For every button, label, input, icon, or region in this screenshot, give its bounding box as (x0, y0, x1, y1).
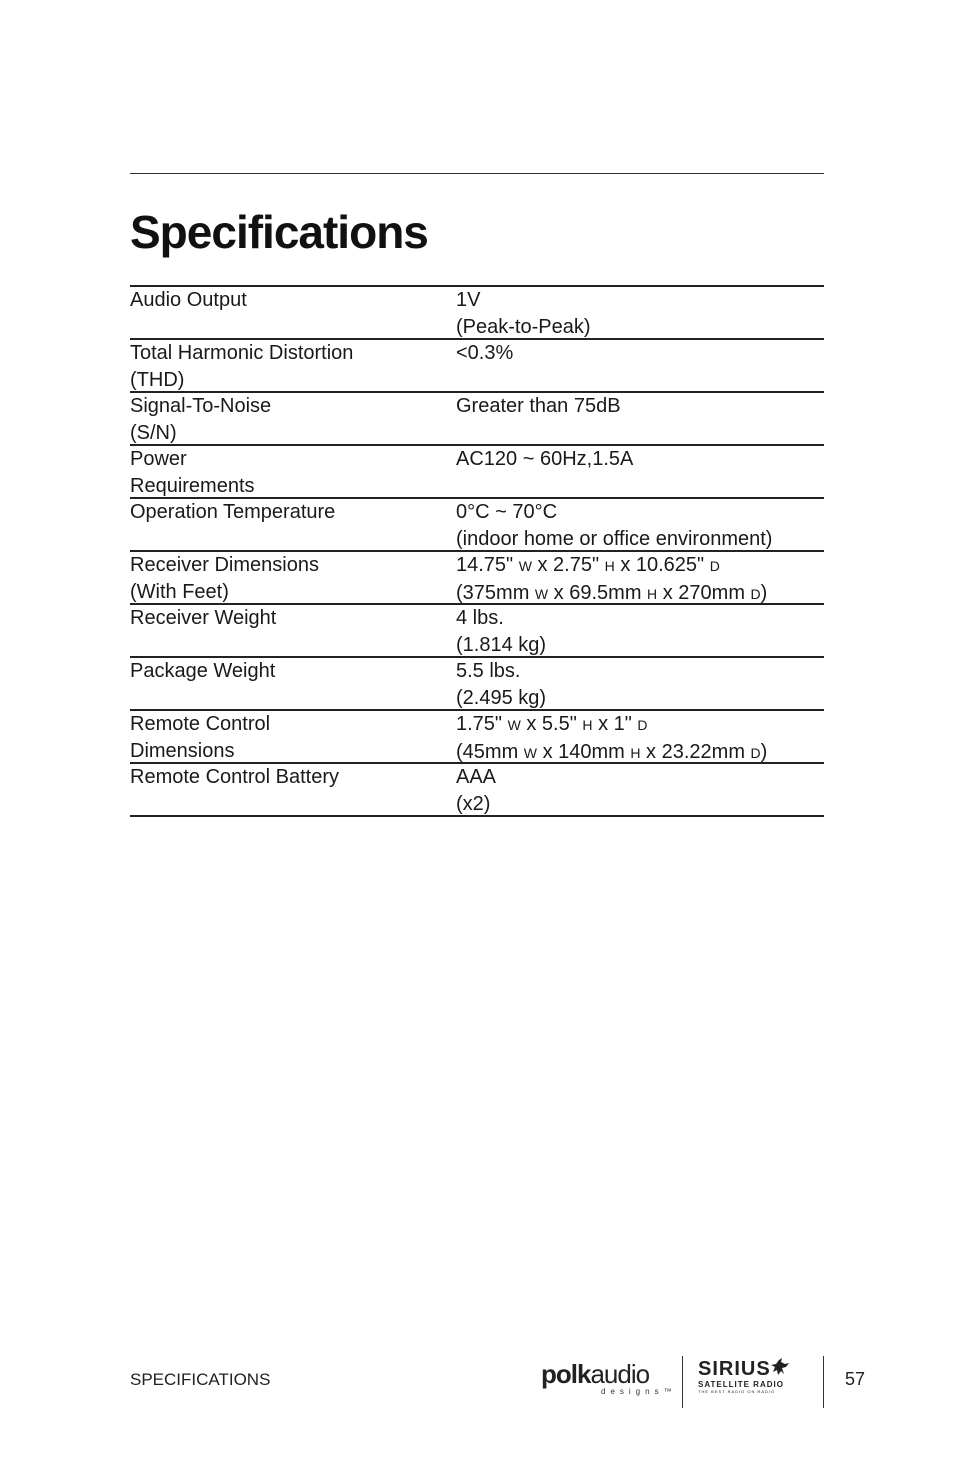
spec-value-segment: H (630, 744, 641, 761)
spec-value (456, 287, 824, 338)
spec-value (456, 446, 824, 497)
spec-value-segment: (45mm (456, 740, 524, 763)
spec-value (456, 711, 824, 762)
spec-row (130, 658, 824, 711)
page-title: Specifications (130, 206, 428, 258)
sirius-logo-tagline: THE BEST RADIO ON RADIO (698, 1389, 776, 1394)
spec-label (130, 287, 456, 338)
spec-value-segment: W (534, 585, 549, 602)
spec-label-line: (S/N) (130, 421, 177, 444)
sirius-logo (698, 1358, 790, 1398)
polk-logo-regular: audio (590, 1359, 650, 1389)
spec-label-line (130, 685, 456, 712)
spec-value-segment: (indoor home or office environment) (456, 527, 773, 550)
spec-label-line: Power (130, 448, 187, 470)
spec-value-segment: x 69.5mm (548, 581, 648, 604)
spec-value-segment: H (604, 558, 615, 574)
spec-label-line: Receiver Weight (130, 607, 277, 629)
spec-value-segment: x 10.625" (614, 554, 710, 576)
spec-label (130, 764, 456, 815)
spec-value-segment: 1.75" (456, 713, 508, 735)
spec-value (456, 552, 824, 603)
spec-value (456, 764, 824, 815)
spec-label-line: Package Weight (130, 660, 276, 682)
spec-value-segment: W (523, 744, 538, 761)
spec-value-segment: ) (760, 581, 768, 604)
spec-table (130, 285, 824, 817)
spec-value-segment: x 2.75" (531, 554, 605, 576)
spec-value-line (456, 420, 824, 447)
spec-label-line: Remote Control (130, 713, 271, 735)
spec-row (130, 605, 824, 658)
spec-label-line (130, 314, 456, 341)
polk-logo-sub: designs™ (601, 1387, 677, 1396)
spec-value-segment: W (518, 558, 532, 574)
spec-label-line: Signal-To-Noise (130, 395, 272, 417)
spec-value-line (456, 446, 824, 473)
spec-value-segment: D (750, 744, 761, 761)
spec-value (456, 499, 824, 550)
spec-value (456, 340, 824, 391)
spec-value-line (456, 739, 824, 767)
polk-logo-bold: polk (541, 1359, 591, 1389)
spec-row (130, 340, 824, 393)
spec-value (456, 605, 824, 656)
spec-value (456, 393, 824, 444)
spec-value-segment: x 140mm (537, 740, 631, 763)
spec-value-line (456, 340, 824, 367)
spec-value-segment: x 23.22mm (640, 740, 751, 763)
spec-label (130, 499, 456, 550)
spec-value-line (456, 287, 824, 314)
spec-label-line (130, 526, 456, 553)
spec-label-line: Audio Output (130, 289, 247, 311)
spec-row (130, 446, 824, 499)
spec-value-segment: (Peak-to-Peak) (456, 315, 591, 338)
spec-value-segment: (375mm (456, 581, 535, 604)
spec-row (130, 287, 824, 340)
spec-value-line (456, 685, 824, 712)
spec-value (456, 658, 824, 709)
spec-label (130, 393, 456, 444)
spec-value-segment: D (750, 585, 761, 602)
spec-value-segment: D (637, 717, 648, 733)
spec-value-segment: Greater than 75dB (456, 395, 621, 417)
spec-label-line: Remote Control Battery (130, 766, 339, 788)
footer-divider-right (823, 1356, 824, 1408)
spec-value-line (456, 605, 824, 632)
polk-audio-logo (541, 1359, 677, 1400)
spec-value-line (456, 791, 824, 818)
spec-label-line (130, 791, 456, 818)
spec-label-line: Requirements (130, 474, 255, 497)
spec-value-segment: 4 lbs. (456, 607, 504, 629)
spec-label (130, 446, 456, 497)
spec-value-line (456, 580, 824, 608)
spec-value-segment: x 1" (592, 713, 638, 735)
spec-label (130, 340, 456, 391)
spec-label-line: Dimensions (130, 739, 235, 762)
spec-label (130, 552, 456, 603)
spec-label-line (130, 632, 456, 659)
spec-value-segment: H (582, 717, 593, 733)
spec-label-line: Receiver Dimensions (130, 554, 319, 576)
sirius-dog-icon (770, 1358, 790, 1378)
spec-value-segment: 14.75" (456, 554, 519, 576)
spec-value-segment: 0°C ~ 70°C (456, 501, 558, 523)
footer-divider (682, 1356, 683, 1408)
footer-section-label: SPECIFICATIONS (130, 1370, 271, 1389)
spec-row (130, 552, 824, 605)
spec-value-segment: 5.5 lbs. (456, 660, 521, 682)
sirius-logo-sub: SATELLITE RADIO (698, 1380, 784, 1389)
spec-value-segment: 1V (456, 289, 481, 311)
spec-value-line (456, 552, 824, 580)
spec-value-segment: AC120 ~ 60Hz,1.5A (456, 448, 634, 470)
spec-value-segment: <0.3% (456, 342, 514, 364)
spec-label-line: (With Feet) (130, 580, 229, 603)
spec-value-line (456, 499, 824, 526)
spec-row (130, 764, 824, 817)
spec-value-line (456, 658, 824, 685)
spec-value-segment: AAA (456, 766, 497, 788)
spec-row (130, 499, 824, 552)
spec-row (130, 393, 824, 446)
spec-value-line (456, 632, 824, 659)
spec-value-line (456, 314, 824, 341)
spec-value-segment: x 270mm (657, 581, 751, 604)
spec-value-segment: D (709, 558, 720, 574)
spec-value-segment: ) (760, 740, 768, 763)
spec-value-segment: (1.814 kg) (456, 633, 547, 656)
spec-value-segment: W (507, 717, 521, 733)
spec-value-line (456, 711, 824, 739)
spec-value-line (456, 526, 824, 553)
spec-value-line (456, 473, 824, 500)
spec-label (130, 658, 456, 709)
top-rule (130, 173, 824, 174)
page-number: 57 (845, 1369, 866, 1389)
spec-value-segment: (2.495 kg) (456, 686, 547, 709)
spec-label-line: (THD) (130, 368, 185, 391)
spec-label-line: Total Harmonic Distortion (130, 342, 354, 364)
spec-label (130, 605, 456, 656)
spec-value-line (456, 367, 824, 394)
spec-label-line: Operation Temperature (130, 501, 336, 523)
spec-row (130, 711, 824, 764)
spec-label (130, 711, 456, 762)
sirius-logo-name: SIRIUS (698, 1358, 771, 1380)
spec-value-line (456, 764, 824, 791)
spec-value-segment: (x2) (456, 792, 491, 815)
spec-value-segment: H (647, 585, 658, 602)
spec-value-segment: x 5.5" (520, 713, 583, 735)
spec-value-line (456, 393, 824, 420)
